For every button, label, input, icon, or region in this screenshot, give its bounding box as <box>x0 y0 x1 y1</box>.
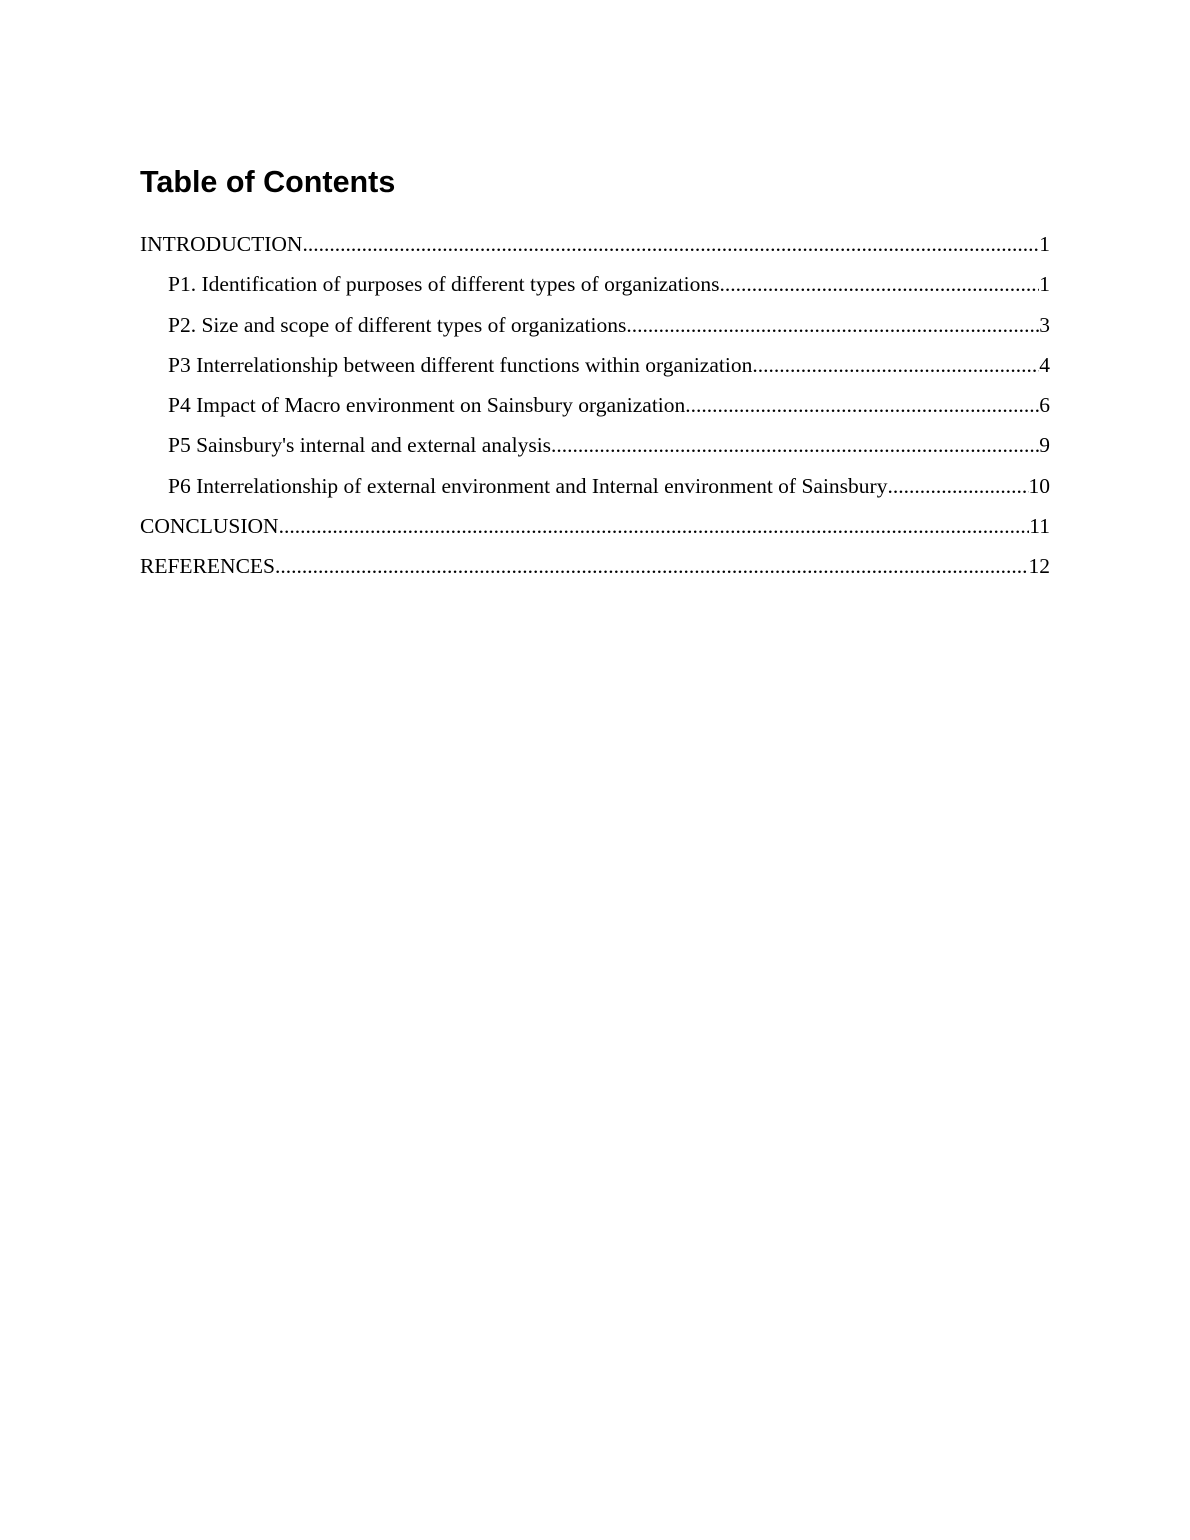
toc-entry-page-number: 1 <box>1039 272 1050 297</box>
toc-dot-leader <box>887 466 1028 506</box>
toc-dot-leader <box>275 546 1029 586</box>
toc-entry-page-number: 11 <box>1029 514 1050 539</box>
toc-entry-title: P4 Impact of Macro environment on Sainsbury organization <box>168 393 686 418</box>
toc-entry-p1[interactable] <box>140 264 1050 304</box>
toc-entry-title: CONCLUSION <box>140 514 279 539</box>
toc-entry-page-number: 12 <box>1028 554 1050 579</box>
toc-entry-p5[interactable] <box>140 425 1050 465</box>
toc-entry-references[interactable] <box>140 546 1050 586</box>
toc-entry-title: INTRODUCTION <box>140 232 303 256</box>
toc-entry-title: P5 Sainsbury's internal and external analysis <box>168 433 552 458</box>
toc-entry-page-number: 4 <box>1039 352 1050 377</box>
toc-dot-leader <box>279 506 1030 546</box>
toc-entry-p2[interactable] <box>140 305 1050 345</box>
toc-entry-p6[interactable] <box>140 466 1050 506</box>
toc-list <box>140 224 1050 587</box>
toc-dot-leader <box>551 425 1039 465</box>
toc-dot-leader <box>752 345 1039 385</box>
toc-entry-page-number: 1 <box>1039 232 1050 256</box>
toc-entry-introduction[interactable] <box>140 224 1050 264</box>
toc-heading: Table of Contents <box>140 165 396 199</box>
toc-dot-leader <box>685 385 1039 425</box>
toc-entry-title: P2. Size and scope of different types of organizations <box>168 312 627 337</box>
toc-entry-page-number: 6 <box>1039 393 1050 418</box>
toc-entry-page-number: 9 <box>1039 433 1050 458</box>
toc-dot-leader <box>302 224 1039 264</box>
toc-entry-p3[interactable] <box>140 345 1050 385</box>
toc-entry-title: REFERENCES <box>140 554 275 579</box>
toc-entry-page-number: 3 <box>1039 312 1050 337</box>
toc-dot-leader <box>720 264 1040 304</box>
toc-entry-page-number: 10 <box>1028 473 1050 498</box>
toc-entry-title: P1. Identification of purposes of different types of organizations <box>168 272 720 297</box>
toc-dot-leader <box>626 305 1039 345</box>
toc-entry-p4[interactable] <box>140 385 1050 425</box>
toc-entry-conclusion[interactable] <box>140 506 1050 546</box>
toc-entry-title: P3 Interrelationship between different functions within organization <box>168 352 753 377</box>
toc-entry-title: P6 Interrelationship of external environment and Internal environment of Sainsbury <box>168 473 888 498</box>
